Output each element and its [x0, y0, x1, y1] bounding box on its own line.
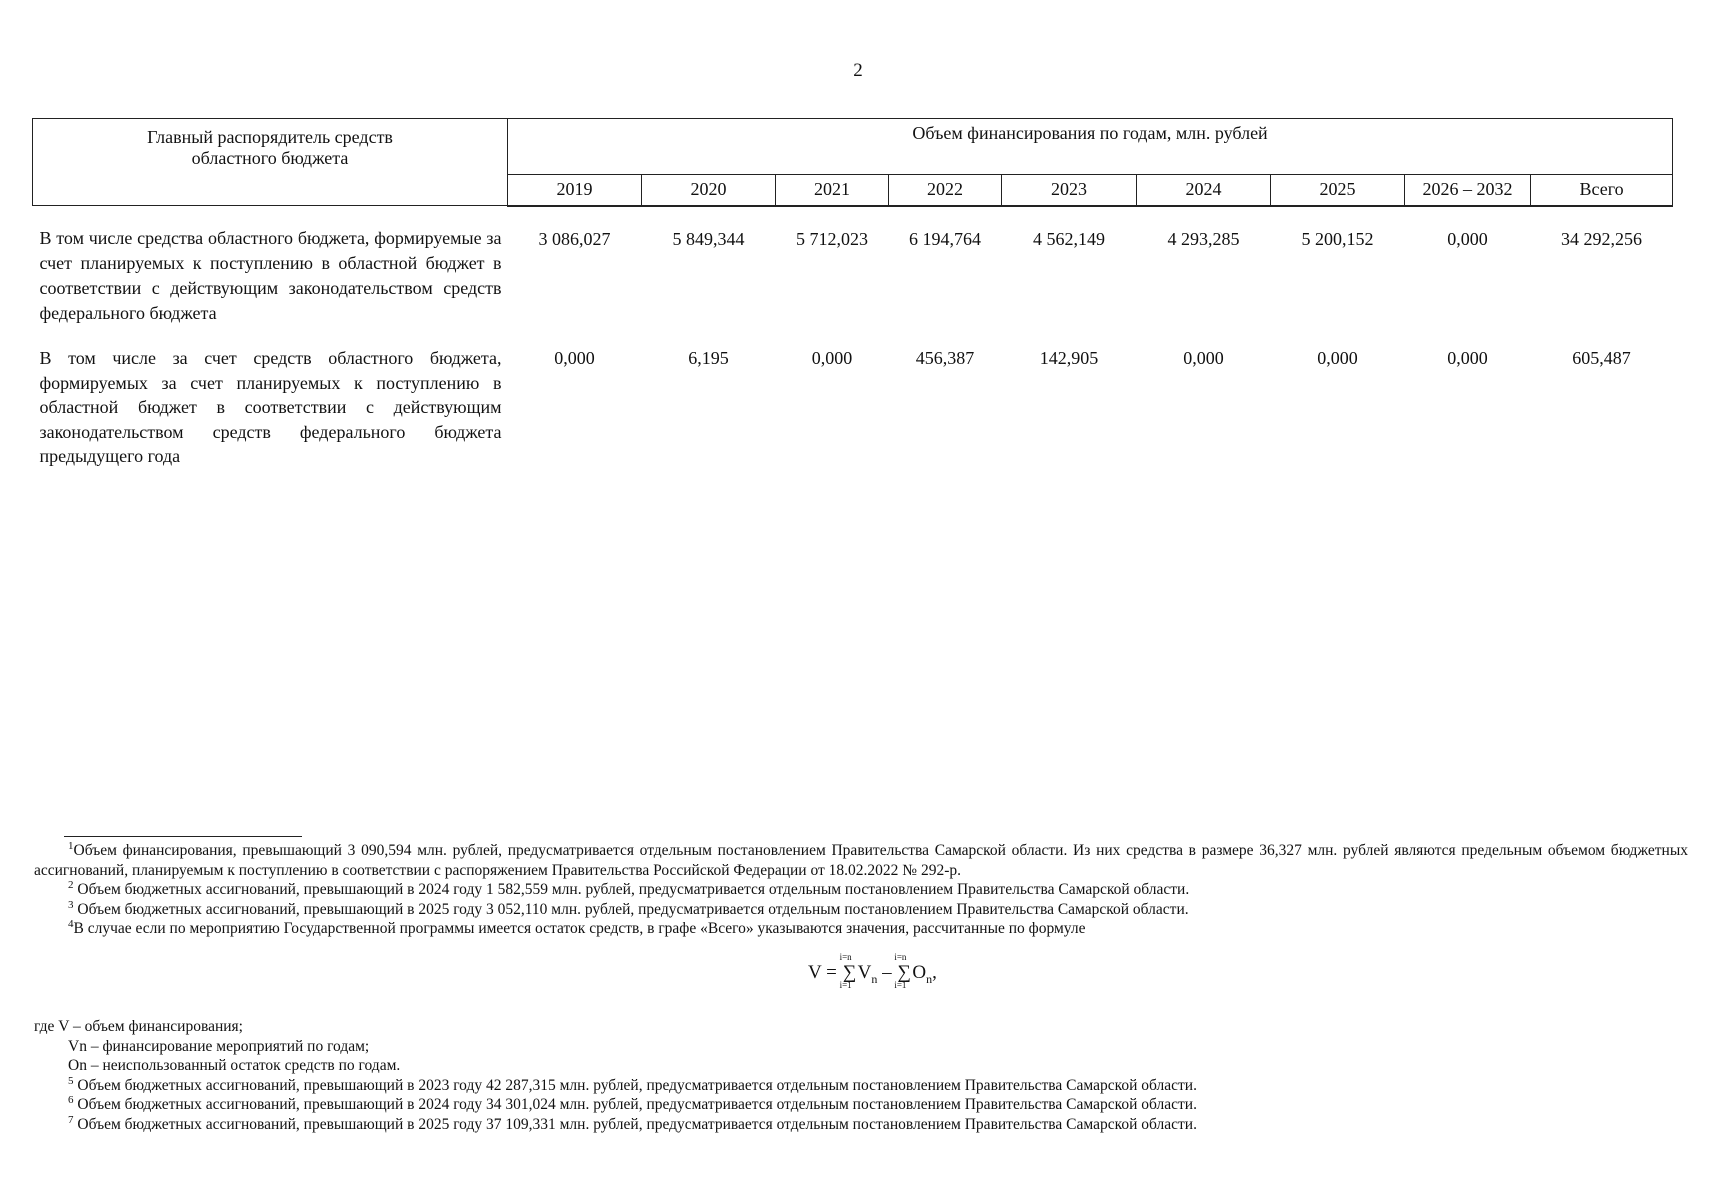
cell-value: 0,000: [1183, 348, 1224, 368]
cell-value: 6,195: [688, 348, 729, 368]
sum-upper-limit: i=n: [839, 952, 852, 962]
cell-value: 0,000: [554, 348, 595, 368]
formula-term-v-sub: n: [871, 971, 878, 986]
sum-lower-limit: i=1: [894, 980, 907, 990]
year-header: 2026 – 2032: [1405, 174, 1531, 205]
cell-value: 142,905: [1039, 348, 1099, 368]
footnote-5: [34, 1076, 1688, 1096]
footnote-number: 1: [68, 839, 74, 852]
footnote-6: [34, 1095, 1688, 1115]
formula-legend-vn: Vn – финансирование мероприятий по годам;: [68, 1037, 370, 1055]
footnote-number: 4: [68, 917, 74, 930]
footnote-text: Объем бюджетных ассигнований, превышающий в 2025 году 37 109,331 млн. рублей, предусматривается отдельным постановлением Правительства Самарской области.: [77, 1115, 1197, 1133]
footnote-number: 7: [68, 1113, 74, 1126]
header-left-line2: областного бюджета: [191, 148, 349, 168]
cell-value: 4 293,285: [1167, 228, 1240, 249]
year-header: 2023: [1002, 174, 1137, 205]
cell-value: 0,000: [1447, 228, 1488, 249]
cell-value: 0,000: [811, 348, 853, 368]
table-row: [33, 346, 1673, 469]
sum-upper-limit: i=n: [894, 952, 907, 962]
row-label: В том числе средства областного бюджета, формируемые за счет планируемых к поступлению в областной бюджет в соответствии с действующим законодательством средств федерального бюджета: [39, 228, 502, 323]
cell-value: 0,000: [1317, 348, 1358, 368]
formula-lhs: V =: [808, 962, 837, 983]
footnotes-block-1: [34, 841, 1688, 939]
sum-symbol: ∑ i=n i=1: [839, 952, 857, 990]
header-financing-volume: Объем финансирования по годам, млн. рублей: [508, 119, 1673, 175]
total-header: Всего: [1531, 174, 1673, 205]
footnote-number: 5: [68, 1074, 74, 1087]
footnote-number: 6: [68, 1093, 74, 1106]
row-label: В том числе за счет средств областного бюджета, формируемых за счет планируемых к поступлению в областной бюджет в соответствии с действующим законодательством средств федерального бюджета предыдущего года: [39, 348, 502, 466]
cell-value: 3 086,027: [538, 228, 611, 249]
footnote-text: Объем бюджетных ассигнований, превышающий в 2025 году 3 052,110 млн. рублей, предусматривается отдельным постановлением Правительства Самарской области.: [77, 900, 1189, 918]
cell-value: 456,387: [915, 348, 975, 368]
formula-minus: –: [882, 962, 892, 983]
sum-lower-limit: i=1: [839, 980, 852, 990]
cell-value: 6 194,764: [909, 228, 981, 249]
cell-value: 5 200,152: [1301, 228, 1374, 249]
footnote-3: [34, 900, 1688, 920]
footnotes-block-2: [34, 1017, 1688, 1134]
footnote-text: Объем бюджетных ассигнований, превышающий в 2023 году 42 287,315 млн. рублей, предусматривается отдельным постановлением Правительства Самарской области.: [77, 1076, 1197, 1094]
formula-tail: ,: [932, 962, 937, 983]
year-header: 2020: [642, 174, 776, 205]
financing-table: [32, 118, 1673, 469]
footnote-7: [34, 1115, 1688, 1135]
year-header: 2024: [1137, 174, 1271, 205]
header-left-line1: Главный распорядитель средств: [147, 127, 393, 147]
formula-term-o: O: [912, 962, 927, 983]
page-number: 2: [853, 60, 863, 81]
footnote-text: В случае если по мероприятию Государственной программы имеется остаток средств, в графе «Всего» указываются значения, рассчитанные по формуле: [73, 920, 1086, 937]
cell-total: 605,487: [1572, 348, 1631, 368]
year-header: 2022: [889, 174, 1002, 205]
footnote-4: [34, 919, 1688, 939]
footnote-1: [34, 841, 1688, 880]
footnote-2: [34, 880, 1688, 900]
year-header: 2021: [776, 174, 889, 205]
cell-value: 5 712,023: [796, 228, 868, 249]
footnote-number: 3: [68, 898, 74, 911]
formula-legend-v: где V – объем финансирования;: [34, 1018, 243, 1035]
cell-value: 0,000: [1447, 348, 1488, 368]
formula-legend-on: On – неиспользованный остаток средств по годам.: [68, 1057, 401, 1074]
cell-value: 5 849,344: [672, 228, 745, 249]
sum-symbol: ∑ i=n i=1: [894, 952, 912, 990]
header-main-administrator: [33, 119, 508, 206]
table-row: [33, 206, 1673, 347]
formula: [808, 952, 937, 990]
footnote-text: Объем бюджетных ассигнований, превышающий в 2024 году 34 301,024 млн. рублей, предусматривается отдельным постановлением Правительства Самарской области.: [77, 1096, 1197, 1113]
year-header: 2019: [508, 174, 642, 205]
cell-value: 4 562,149: [1033, 228, 1105, 249]
footnote-text: Объем финансирования, превышающий 3 090,594 млн. рублей, предусматривается отдельным постановлением Правительства Самарской области. Из них средства в размере 36,327 млн. рублей являются предельным объемом бюджетных ассигнований, планируемым к поступлению в соответствии с распоряжением Правительства Российской Федерации от 18.02.2022 № 292-р.: [34, 842, 1688, 879]
footnote-separator: [64, 836, 302, 837]
footnote-number: 2: [68, 878, 74, 891]
cell-total: 34 292,256: [1561, 228, 1643, 249]
footnote-text: Объем бюджетных ассигнований, превышающий в 2024 году 1 582,559 млн. рублей, предусматривается отдельным постановлением Правительства Самарской области.: [77, 881, 1190, 898]
formula-term-v: V: [857, 962, 872, 983]
year-header: 2025: [1271, 174, 1405, 205]
formula-term-o-sub: n: [926, 971, 933, 986]
